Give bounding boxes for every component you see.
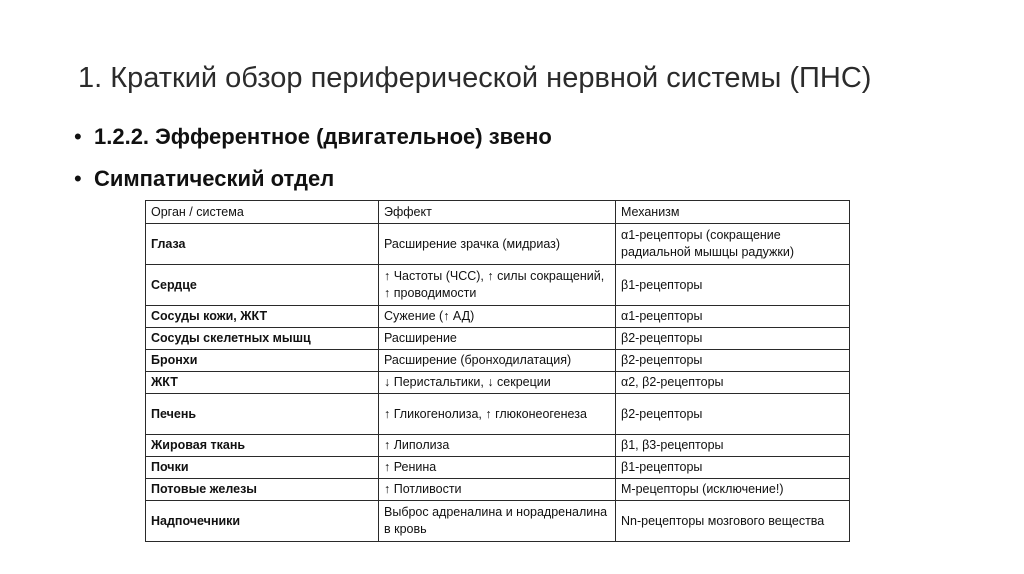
table-row — [146, 501, 850, 542]
cell-mechanism: α2, β2-рецепторы — [616, 372, 850, 394]
cell-effect: Расширение (бронходилатация) — [379, 350, 616, 372]
cell-mechanism: Nn-рецепторы мозгового вещества — [616, 501, 850, 542]
cell-organ: Сердце — [146, 265, 379, 306]
cell-mechanism: М-рецепторы (исключение!) — [616, 479, 850, 501]
cell-effect: Выброс адреналина и норадреналина в кровь — [379, 501, 616, 542]
cell-mechanism: β2-рецепторы — [616, 350, 850, 372]
cell-mechanism: α1-рецепторы — [616, 306, 850, 328]
cell-mechanism: β1, β3-рецепторы — [616, 435, 850, 457]
cell-organ: Надпочечники — [146, 501, 379, 542]
cell-effect: ↑ Частоты (ЧСС), ↑ силы сокращений, ↑ проводимости — [379, 265, 616, 306]
cell-mechanism: β1-рецепторы — [616, 265, 850, 306]
table-row — [146, 435, 850, 457]
cell-mechanism: β2-рецепторы — [616, 328, 850, 350]
cell-mechanism: β2-рецепторы — [616, 394, 850, 435]
cell-effect: ↑ Ренина — [379, 457, 616, 479]
table-row — [146, 224, 850, 265]
cell-effect: ↑ Липолиза — [379, 435, 616, 457]
table-row — [146, 350, 850, 372]
cell-organ: Потовые железы — [146, 479, 379, 501]
bullet-text: 1.2.2. Эфферентное (двигательное) звено — [94, 124, 552, 149]
cell-effect: ↑ Гликогенолиза, ↑ глюконеогенеза — [379, 394, 616, 435]
cell-organ: Печень — [146, 394, 379, 435]
cell-effect: ↓ Перистальтики, ↓ секреции — [379, 372, 616, 394]
table-row — [146, 372, 850, 394]
header-organ: Орган / система — [146, 201, 379, 224]
table-row — [146, 479, 850, 501]
cell-mechanism: β1-рецепторы — [616, 457, 850, 479]
bullet-marker: • — [74, 124, 82, 149]
cell-organ: Сосуды скелетных мышц — [146, 328, 379, 350]
cell-effect: Сужение (↑ АД) — [379, 306, 616, 328]
slide-title: 1. Краткий обзор периферической нервной системы (ПНС) — [78, 62, 872, 94]
cell-effect: ↑ Потливости — [379, 479, 616, 501]
bullet-marker: • — [74, 166, 82, 191]
table-row — [146, 265, 850, 306]
cell-organ: Бронхи — [146, 350, 379, 372]
table-row — [146, 394, 850, 435]
cell-organ: Почки — [146, 457, 379, 479]
cell-effect: Расширение — [379, 328, 616, 350]
sympathetic-effects-table — [145, 200, 850, 542]
bullet-text: Симпатический отдел — [94, 166, 335, 191]
bullet-efferent-link — [74, 124, 552, 150]
table-row — [146, 457, 850, 479]
cell-organ: Глаза — [146, 224, 379, 265]
table-row — [146, 306, 850, 328]
cell-organ: ЖКТ — [146, 372, 379, 394]
cell-organ: Сосуды кожи, ЖКТ — [146, 306, 379, 328]
table-header-row — [146, 201, 850, 224]
cell-organ: Жировая ткань — [146, 435, 379, 457]
bullet-sympathetic — [74, 166, 334, 192]
cell-mechanism: α1-рецепторы (сокращение радиальной мышцы радужки) — [616, 224, 850, 265]
cell-effect: Расширение зрачка (мидриаз) — [379, 224, 616, 265]
header-effect: Эффект — [379, 201, 616, 224]
header-mechanism: Механизм — [616, 201, 850, 224]
table-row — [146, 328, 850, 350]
